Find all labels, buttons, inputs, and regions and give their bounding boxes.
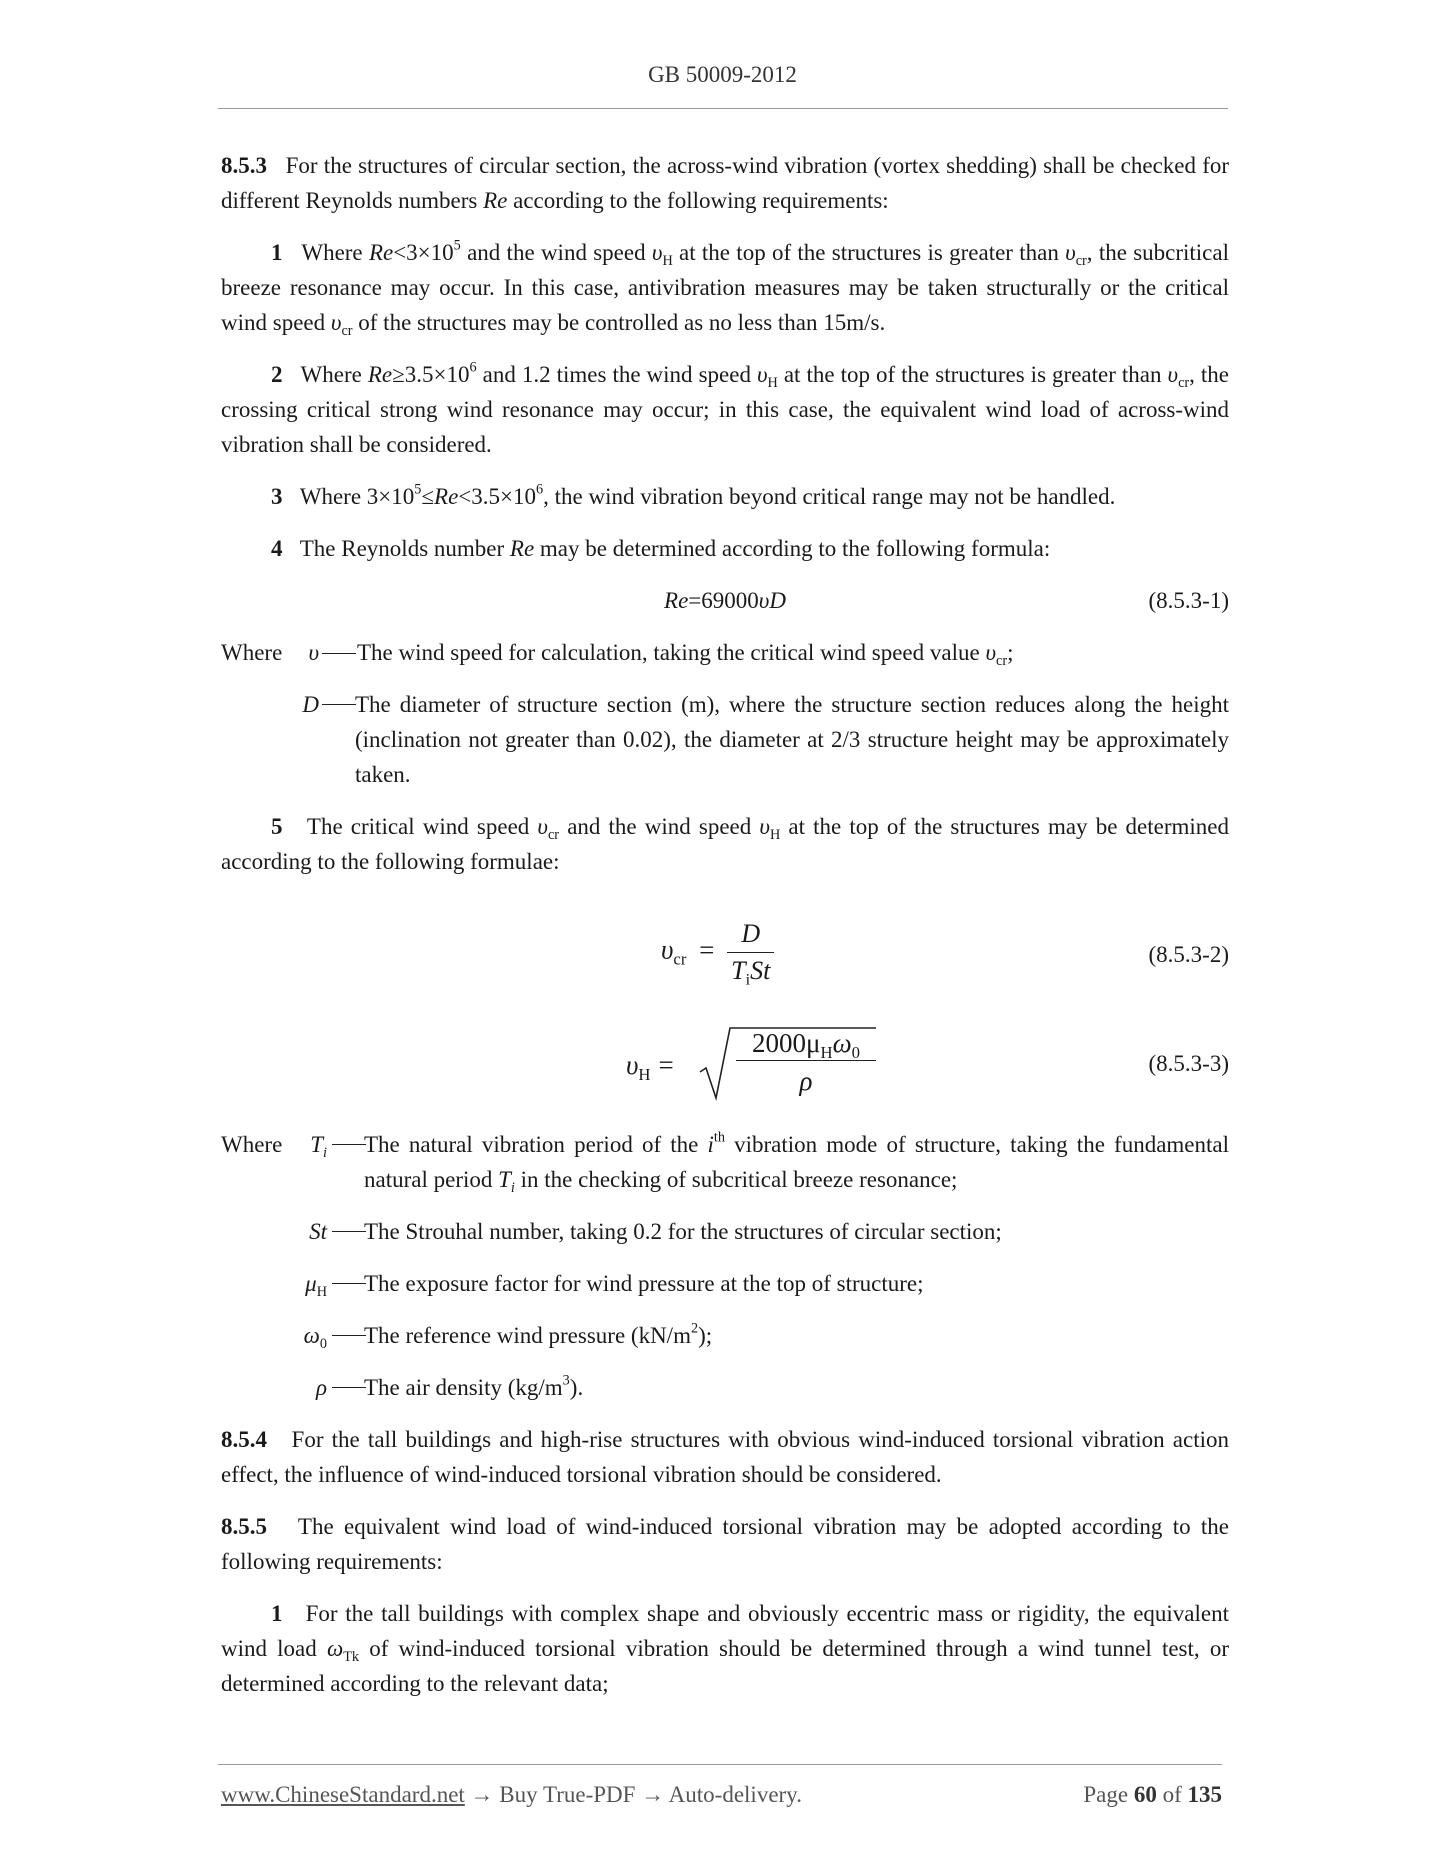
chinesestandard-link[interactable]: www.ChineseStandard.net: [221, 1782, 465, 1807]
symbol-St: St: [309, 1219, 327, 1244]
symbol-omega-0: ω: [303, 1323, 320, 1348]
em-dash: [332, 1144, 366, 1145]
clause-8-5-5-item-1: 1 For the tall buildings with complex shape and obviously eccentric mass or rigidity, the equivalent wind load $\omega_{Tk}$ of wind-induced torsional vibration should be determined through a wind tunnel test, or determined according to the relevant data;: [221, 1601, 1229, 1696]
definition-muH: $\mu_H$ The exposure factor for wind pressure at the top of structure;: [305, 1271, 924, 1300]
item-4: 4 The Reynolds number Re may be determined according to the following formula:: [271, 536, 1051, 561]
arrow-icon: →: [641, 1782, 665, 1807]
definition-D: D The diameter of structure section (m), where the structure section reduces along the height (inclination not greater than 0.02), the diameter at 2/3 structure height may be approximately taken.: [302, 692, 1229, 787]
item-2: 2 Where $Re\ge 3.5\times 10^6$ and 1.2 times the wind speed $\upsilon_H$ at the top of the structures is greater than $\upsilon_{cr}$, the crossing critical strong wind resonance may occur; in this case, the equivalent wind load of across-wind vibration shall be considered.: [221, 359, 1230, 457]
em-dash: [332, 1283, 366, 1284]
clause-8-5-4: 8.5.4 For the tall buildings and high-rise structures with obvious wind-induced torsional vibration action effect, the influence of wind-induced torsional vibration should be considered.: [221, 1427, 1229, 1487]
clause-number: 8.5.4: [221, 1427, 267, 1452]
buy-pdf-text: Buy True-PDF: [493, 1782, 642, 1807]
definition-Ti: $T_i$ The natural vibration period of the $i^{th}$ vibration mode of structure, taking the fundamental natural period $T_i$ in the checking of subcritical breeze resonance;: [310, 1129, 1229, 1196]
equation-number: (8.5.3-3): [1148, 1051, 1229, 1076]
item-number: 4: [271, 536, 283, 561]
fraction: $\frac{D}{T_iSt}$: [727, 919, 774, 986]
item-number: 1: [271, 1601, 283, 1626]
page-indicator: Page 60 of 135: [1083, 1782, 1222, 1807]
clause-number: 8.5.5: [221, 1514, 267, 1539]
symbol-D: D: [302, 692, 319, 717]
item-number: 2: [271, 362, 283, 387]
definition-omega0: $\omega_0$ The reference wind pressure $(kN/m^2)$;: [303, 1320, 713, 1352]
definition-St: St The Strouhal number, taking 0.2 for the structures of circular section;: [309, 1219, 1002, 1244]
header-rule: [218, 108, 1228, 109]
root-denominator: ρ: [799, 1066, 813, 1096]
root-numerator: $2000\mu_H\omega_0$: [736, 1028, 876, 1061]
symbol-mu-H: μ: [305, 1271, 317, 1296]
equation-8-5-3-1: [221, 583, 1229, 618]
item-number: 5: [271, 814, 283, 839]
em-dash: [332, 1231, 366, 1232]
item-1: 1 Where $Re<3\times 10^5$ and the wind speed $\upsilon_H$ at the top of the structures is greater than $\upsilon_{cr}$, the subcritical breeze resonance may occur. In this case, antivibration measures may be taken structurally or the critical wind speed $\upsilon_{cr}$ of the structures may be controlled as no less than 15m/s.: [221, 237, 1229, 339]
symbol-v: υ: [308, 640, 319, 665]
where-block-2: [221, 1127, 1229, 1405]
equation-body: Re=69000υD: [664, 588, 786, 613]
item-number: 1: [271, 240, 283, 265]
equation-body: $\upsilon_{cr}$ = $\frac{D}{T_iSt}$: [661, 919, 774, 986]
definition-v: υ The wind speed for calculation, taking the critical wind speed value $\upsilon_{cr}$;: [308, 640, 1014, 669]
clause-number: 8.5.3: [221, 153, 267, 178]
arrow-icon: →: [470, 1782, 494, 1807]
item-number: 3: [271, 484, 283, 509]
equation-number: (8.5.3-1): [1148, 588, 1229, 613]
page-header: GB 50009-2012: [648, 62, 797, 87]
definition-rho: ρ The air density $(kg/m^3)$.: [315, 1372, 584, 1400]
item-3: 3 Where $3\times 10^5\le Re<3.5\times 10^6$, the wind vibration beyond critical range may not be handled.: [271, 481, 1116, 509]
where-label: Where: [221, 640, 283, 665]
em-dash: [322, 653, 356, 654]
auto-delivery-text: Auto-delivery.: [664, 1782, 802, 1807]
clause-8-5-5: 8.5.5 The equivalent wind load of wind-induced torsional vibration may be adopted according to the following requirements:: [221, 1514, 1229, 1574]
em-dash: [332, 1387, 366, 1388]
page-footer: [221, 1782, 1222, 1808]
page-number: 60: [1133, 1782, 1157, 1807]
symbol-Ti: T: [310, 1132, 324, 1157]
symbol-rho: ρ: [315, 1375, 327, 1400]
equation-8-5-3-2: [221, 901, 1229, 1011]
page-total: 135: [1187, 1782, 1222, 1807]
clause-8-5-3: 8.5.3 For the structures of circular section, the across-wind vibration (vortex shedding) shall be checked for different Reynolds numbers Re according to the following requirements:: [221, 153, 1230, 213]
where-label: Where: [221, 1132, 283, 1157]
em-dash: [332, 1335, 366, 1336]
footer-rule: [218, 1764, 1222, 1765]
page-content: [221, 148, 1229, 1718]
where-block-1: [221, 635, 1229, 792]
item-5: 5 The critical wind speed $\upsilon_{cr}$ and the wind speed $\upsilon_H$ at the top of the structures may be determined according to the following formulae:: [221, 814, 1229, 874]
equation-8-5-3-3: $\upsilon_H$ = $2000\mu_H\omega_0$ ρ (8.5.3-3): [221, 1018, 1229, 1110]
equation-number: (8.5.3-2): [1148, 942, 1229, 967]
em-dash: [322, 704, 356, 705]
